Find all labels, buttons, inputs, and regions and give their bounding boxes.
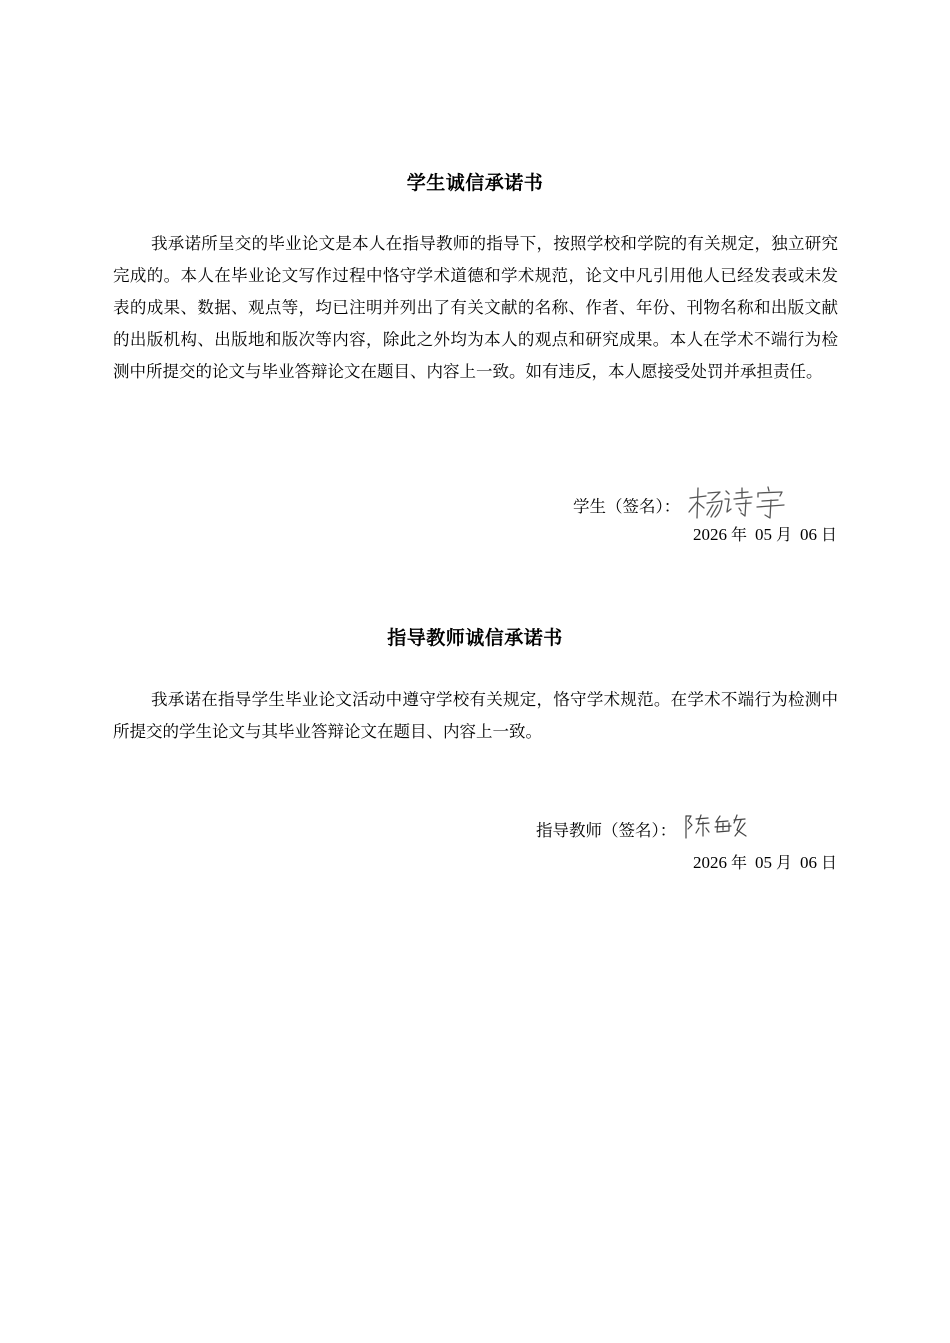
date-year-unit: 年 — [730, 525, 747, 544]
date-month: 05 — [754, 525, 772, 544]
date-day-unit: 日 — [820, 525, 837, 544]
teacher-signature-label: 指导教师（签名）： — [536, 821, 677, 840]
date-year-unit: 年 — [730, 853, 747, 872]
date-month-unit: 月 — [775, 853, 792, 872]
date-day: 06 — [799, 853, 817, 872]
student-handwritten-signature — [686, 484, 790, 526]
date-year: 2026 — [692, 853, 727, 872]
student-pledge-title: 学生诚信承诺书 — [406, 172, 544, 194]
date-month: 05 — [754, 853, 772, 872]
date-month-unit: 月 — [775, 525, 792, 544]
teacher-signature-line — [536, 812, 754, 846]
student-signature-date — [693, 522, 837, 545]
student-pledge-body: 我承诺所呈交的毕业论文是本人在指导教师的指导下，按照学校和学院的有关规定，独立研究完成的。本人在毕业论文写作过程中恪守学术道德和学术规范，论文中凡引用他人已经发表或未发表的成果、数据、观点等，均已注明并列出了有关文献的名称、作者、年份、刊物名称和出版文献的出版机构、出版地和版次等内容，除此之外均为本人的观点和研究成果。本人在学术不端行为检测中所提交的论文与毕业答辩论文在题目、内容上一致。如有违反，本人愿接受处罚并承担责任。 — [113, 234, 838, 381]
student-signature-label: 学生（签名）： — [573, 497, 681, 516]
teacher-signature-date — [693, 850, 837, 873]
teacher-pledge-title: 指导教师诚信承诺书 — [387, 627, 563, 649]
teacher-pledge-body: 我承诺在指导学生毕业论文活动中遵守学校有关规定，恪守学术规范。在学术不端行为检测中所提交的学生论文与其毕业答辩论文在题目、内容上一致。 — [113, 690, 838, 741]
date-day-unit: 日 — [820, 853, 837, 872]
date-year: 2026 — [692, 525, 727, 544]
date-day: 06 — [799, 525, 817, 544]
student-signature-line — [573, 484, 790, 526]
teacher-handwritten-signature — [682, 812, 754, 846]
